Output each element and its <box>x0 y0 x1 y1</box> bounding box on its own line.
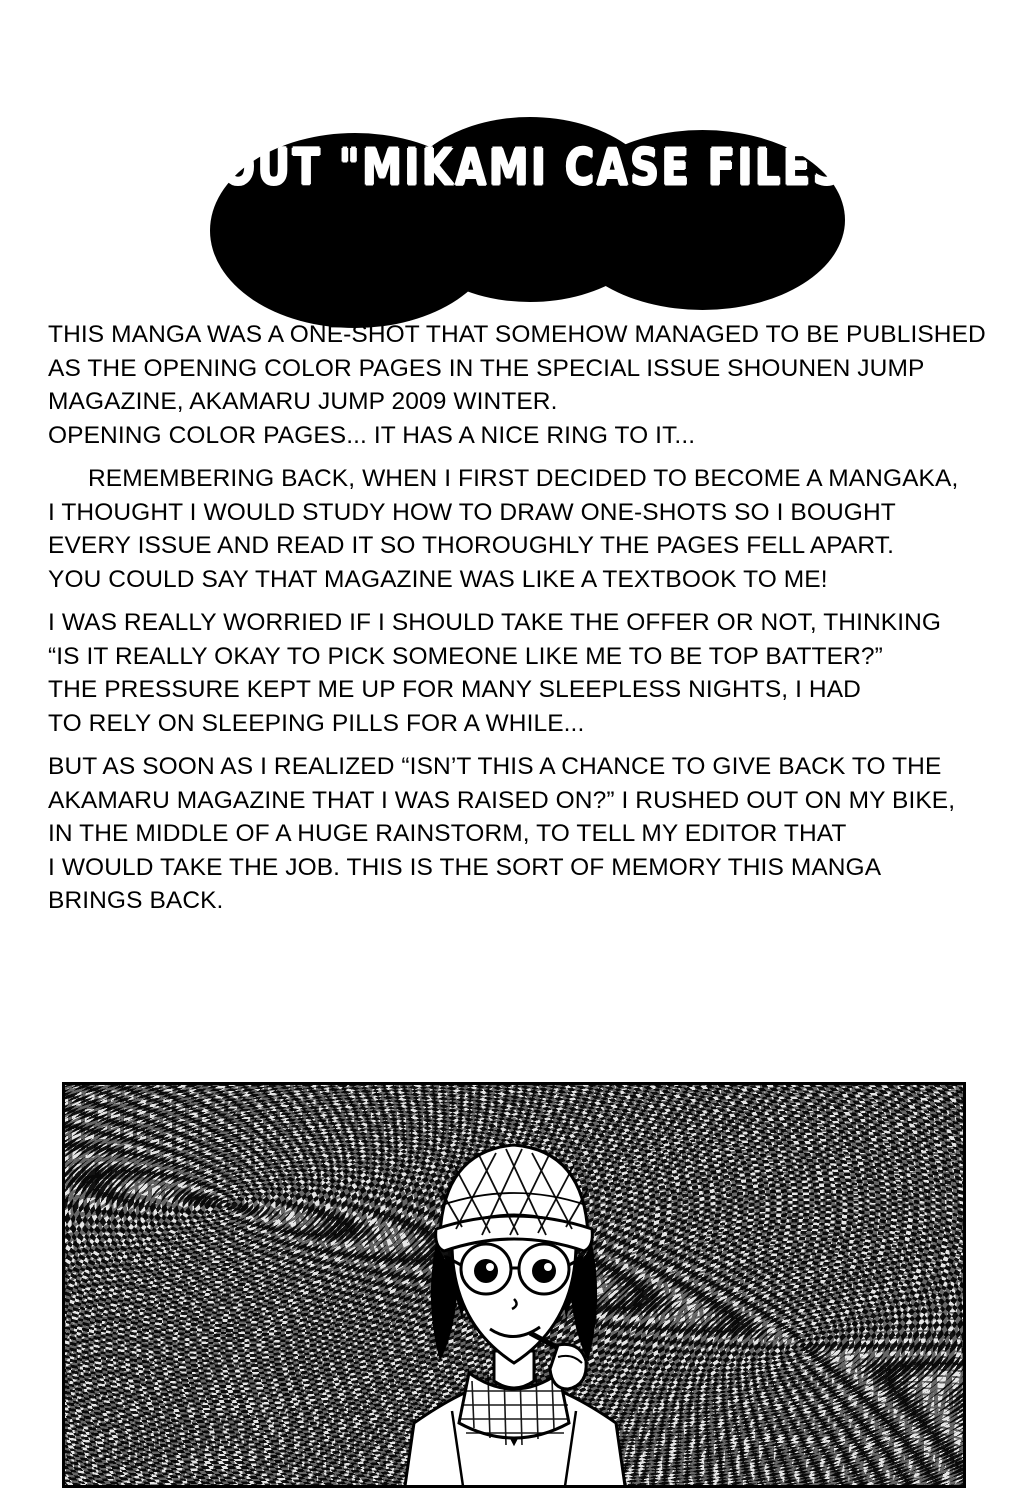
text-line: EVERY ISSUE AND READ IT SO THOROUGHLY THE PAGES FELL APART. <box>48 532 894 559</box>
paragraph-4 <box>48 750 988 918</box>
text-line: I WAS REALLY WORRIED IF I SHOULD TAKE THE OFFER OR NOT, THINKING <box>48 609 942 636</box>
character-illustration <box>344 1123 684 1488</box>
text-line: “IS IT REALLY OKAY TO PICK SOMEONE LIKE ME TO BE TOP BATTER?” <box>48 642 883 670</box>
text-line: AKAMARU MAGAZINE THAT I WAS RAISED ON?” I RUSHED OUT ON MY BIKE, <box>48 786 956 814</box>
text-line: OPENING COLOR PAGES... IT HAS A NICE RING TO IT... <box>48 421 696 449</box>
illustration-panel <box>62 1082 966 1488</box>
text-line: BRINGS BACK. <box>48 887 224 914</box>
text-line: I WOULD TAKE THE JOB. THIS IS THE SORT OF MEMORY THIS MANGA <box>48 853 882 881</box>
paragraph-2 <box>48 462 988 596</box>
text-line: BUT AS SOON AS I REALIZED “ISN’T THIS A CHANCE TO GIVE BACK TO THE <box>48 753 942 780</box>
title-banner <box>0 55 1022 295</box>
text-line: REMEMBERING BACK, WHEN I FIRST DECIDED TO BECOME A MANGAKA, <box>88 465 959 492</box>
text-line: IN THE MIDDLE OF A HUGE RAINSTORM, TO TELL MY EDITOR THAT <box>48 820 847 847</box>
paragraph-1 <box>48 318 988 452</box>
text-line: YOU COULD SAY THAT MAGAZINE WAS LIKE A TEXTBOOK TO ME! <box>48 565 828 593</box>
text-line: MAGAZINE, AKAMARU JUMP 2009 WINTER. <box>48 388 558 415</box>
article-body <box>48 318 988 924</box>
text-line: THIS MANGA WAS A ONE-SHOT THAT SOMEHOW MANAGED TO BE PUBLISHED <box>48 321 986 348</box>
text-line: THE PRESSURE KEPT ME UP FOR MANY SLEEPLESS NIGHTS, I HAD <box>48 676 861 703</box>
page-title: ABOUT "MIKAMI CASE FILES" <box>154 139 868 197</box>
text-line: I THOUGHT I WOULD STUDY HOW TO DRAW ONE-SHOTS SO I BOUGHT <box>48 498 896 526</box>
text-line: TO RELY ON SLEEPING PILLS FOR A WHILE... <box>48 709 585 737</box>
paragraph-3 <box>48 606 988 740</box>
text-line: AS THE OPENING COLOR PAGES IN THE SPECIAL ISSUE SHOUNEN JUMP <box>48 354 925 382</box>
